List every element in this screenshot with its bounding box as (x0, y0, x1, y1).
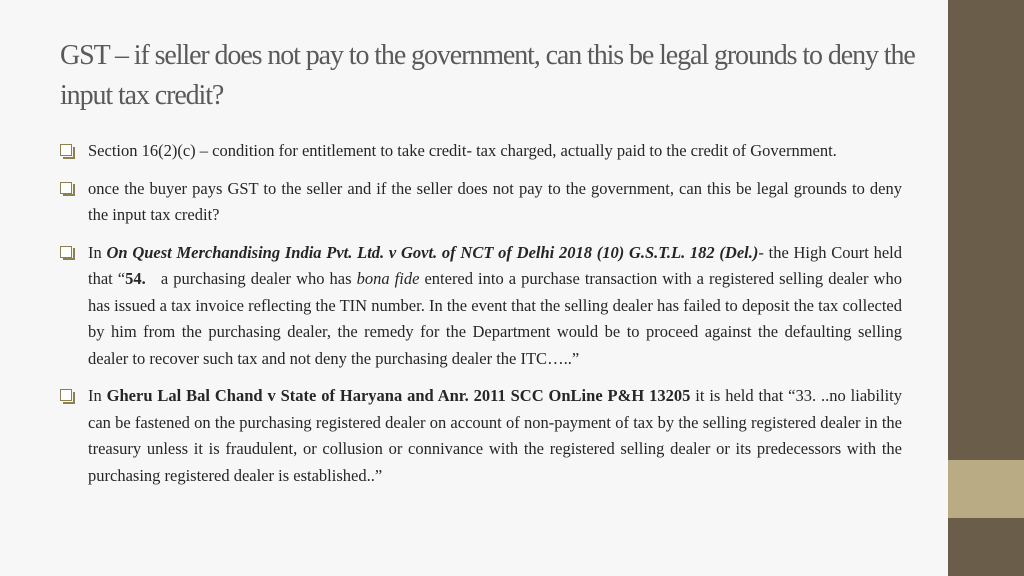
checkbox-bullet-icon (60, 182, 72, 194)
bullet-text: it is held that “33. ..no liability can be fastened on the purchasing registered dealer on account of non-payment of tax by the selling registered dealer in the treasury unless it is fraudulent, or collusion or connivance with the registered selling dealer or its predecessors with the purchasing registered dealer is established..” (88, 386, 903, 485)
bullet-text: once the buyer pays GST to the seller and if the seller does not pay to the government, can this be legal grounds to deny the input tax credit? (88, 178, 902, 224)
paragraph-number: 54. (125, 269, 146, 288)
checkbox-bullet-icon (60, 246, 72, 258)
case-citation: On Quest Merchandising India Pvt. Ltd. v Govt. of NCT of Delhi 2018 (10) G.S.T.L. 182 (Del.) (106, 242, 759, 262)
bullet-item (60, 138, 902, 165)
italic-term: bona fide (356, 269, 420, 288)
bullet-prefix: In (88, 386, 107, 405)
bullet-list (60, 138, 902, 500)
sidebar-accent-bottom (948, 518, 1024, 576)
bullet-text: - the High Court held that “ (88, 242, 902, 288)
checkbox-bullet-icon (60, 144, 72, 156)
sidebar-accent-light (948, 460, 1024, 518)
case-citation: Gheru Lal Bal Chand v State of Haryana and Anr. 2011 SCC OnLine P&H 13205 (106, 386, 691, 405)
bullet-item (60, 383, 902, 489)
bullet-text: Section 16(2)(c) – condition for entitlement to take credit- tax charged, actually paid to the credit of Government. (88, 141, 837, 160)
bullet-text: a purchasing dealer who has (145, 269, 357, 288)
bullet-prefix: In (88, 242, 107, 262)
sidebar-accent-dark (948, 0, 1024, 460)
bullet-item (60, 176, 902, 229)
checkbox-bullet-icon (60, 389, 72, 401)
bullet-text: entered into a purchase transaction with a registered selling dealer who has issued a tax invoice reflecting the TIN number. In the event that the selling dealer has failed to deposit the tax collected by him from the purchasing dealer, the remedy for the Department would be to proceed against the defaulting selling dealer to recover such tax and not deny the purchasing dealer the ITC…..” (88, 269, 902, 368)
slide-title: GST – if seller does not pay to the government, can this be legal grounds to deny the input tax credit? (60, 40, 915, 111)
bullet-item (60, 240, 902, 373)
